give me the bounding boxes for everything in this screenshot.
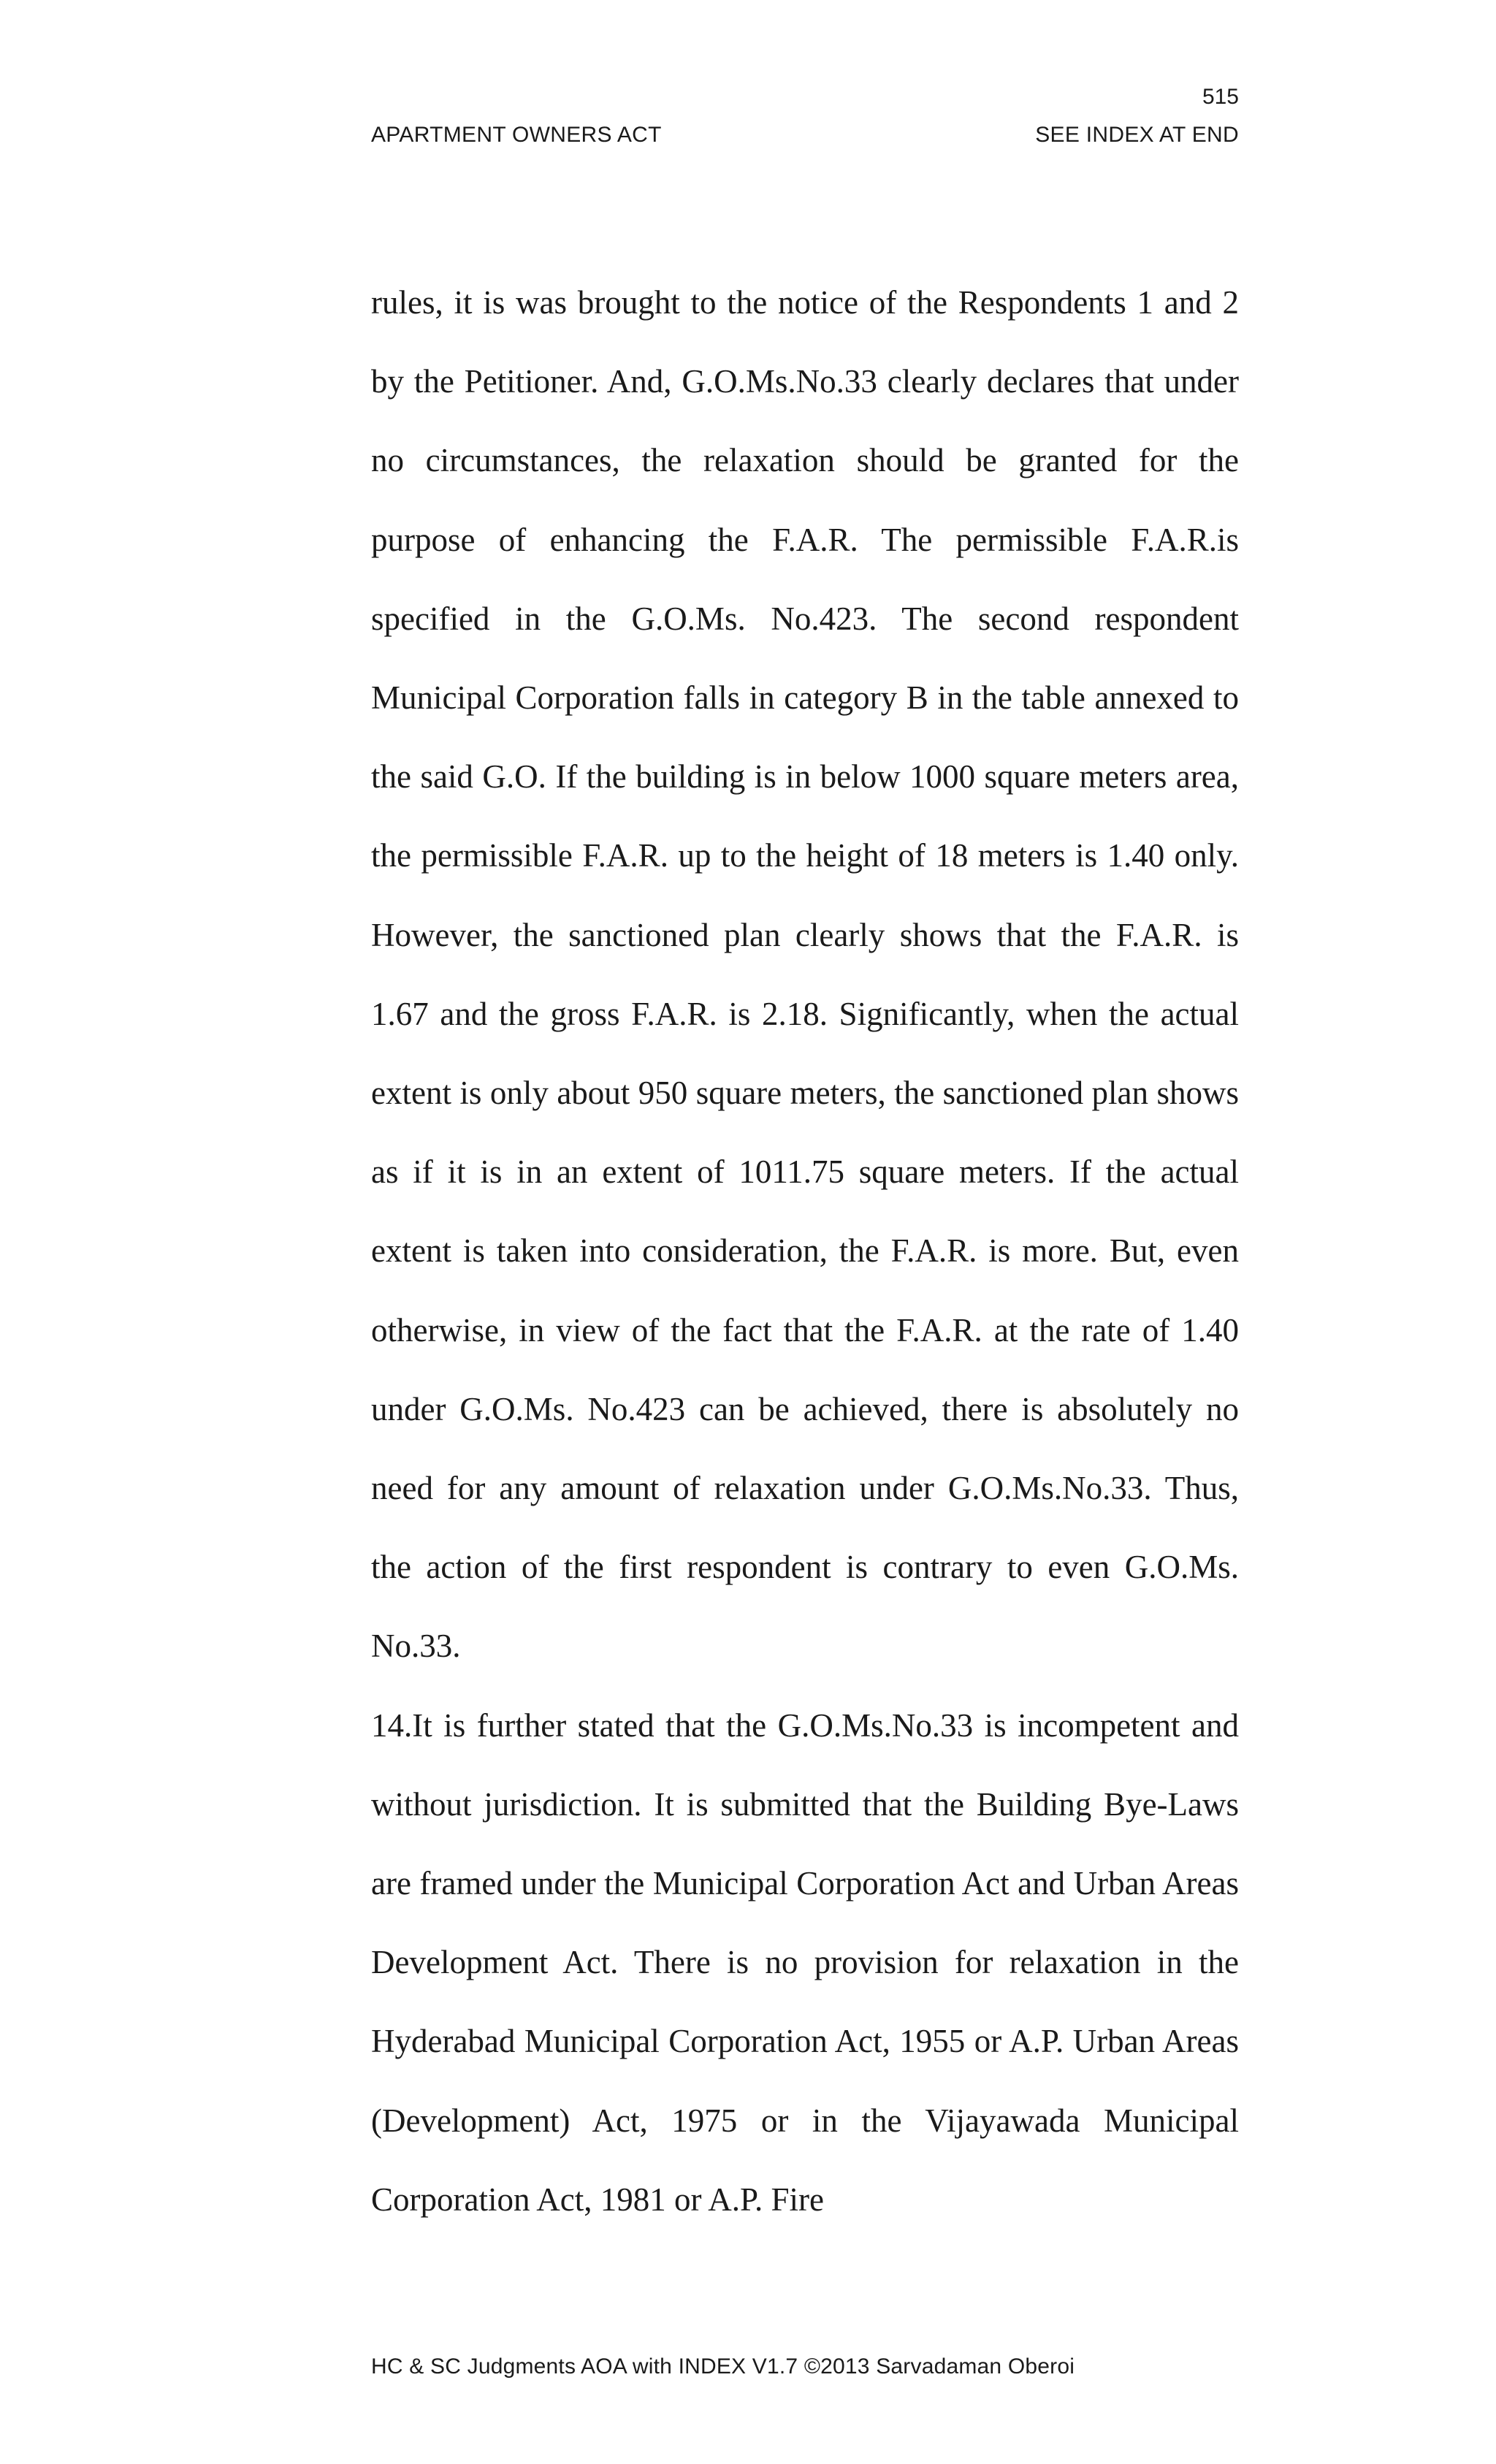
paragraph-continued: rules, it is was brought to the notice of the Respondents 1 and 2 by the Petitioner. And, G.O.Ms.No.33 clearly declares that under no circumstances, the relaxation should be granted for the purpose of enhancing the F.A.R. The permissible F.A.R.is specified in the G.O.Ms. No.423. The second respondent Municipal Corporation falls in category B in the table annexed to the said G.O. If the building is in below 1000 square meters area, the permissible F.A.R. up to the height of 18 meters is 1.40 only. However, the sanctioned plan clearly shows that the F.A.R. is 1.67 and the gross F.A.R. is 2.18. Significantly, when the actual extent is only about 950 square meters, the sanctioned plan shows as if it is in an extent of 1011.75 square meters. If the actual extent is taken into consideration, the F.A.R. is more. But, even otherwise, in view of the fact that the F.A.R. at the rate of 1.40 under G.O.Ms. No.423 can be achieved, there is absolutely no need for any amount of relaxation under G.O.Ms.No.33. Thus, the action of the first respondent is contrary to even G.O.Ms. No.33. [371,284,1239,1665]
judgment-body [371,263,1239,2239]
page-number: 515 [1202,85,1239,109]
paragraph-14: 14.It is further stated that the G.O.Ms.No.33 is incompetent and without jurisdiction. It is submitted that the Building Bye-Laws are framed under the Municipal Corporation Act and Urban Areas Development Act. There is no provision for relaxation in the Hyderabad Municipal Corporation Act, 1955 or A.P. Urban Areas (Development) Act, 1975 or in the Vijayawada Municipal Corporation Act, 1981 or A.P. Fire [371,1706,1239,2218]
running-header-index-note: SEE INDEX AT END [1035,123,1239,147]
running-header-title: APARTMENT OWNERS ACT [371,123,662,147]
page-footer: HC & SC Judgments AOA with INDEX V1.7 ©2013 Sarvadaman Oberoi [371,2354,1075,2379]
